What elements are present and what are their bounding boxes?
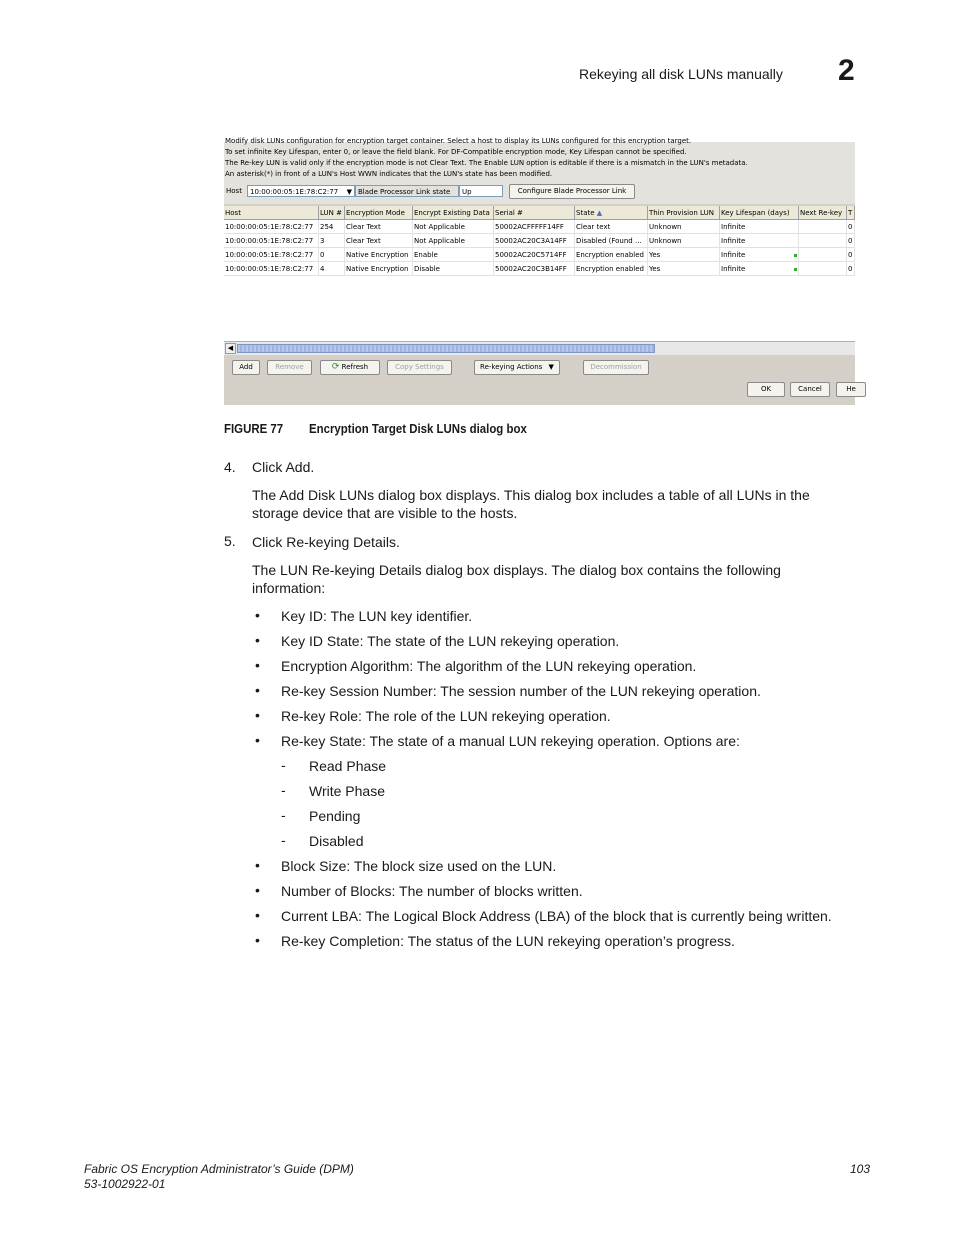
- table-row[interactable]: [224, 262, 855, 276]
- bullet-icon: •: [255, 932, 260, 948]
- bullet-icon: •: [255, 632, 260, 648]
- scroll-left-icon[interactable]: ◀: [225, 343, 236, 354]
- cell-serial: 50002AC20C3A14FF: [494, 234, 575, 248]
- dialog-screenshot: [224, 137, 856, 405]
- add-button[interactable]: Add: [232, 360, 260, 375]
- column-header[interactable]: Encryption Mode: [345, 206, 413, 220]
- cell-encrypt-existing: Enable: [413, 248, 494, 262]
- host-select-value: 10:00:00:05:1E:78:C2:77: [250, 188, 339, 196]
- cell-next-rekey: [799, 220, 847, 234]
- list-desc: : The session number of the LUN rekeying operation.: [432, 683, 761, 699]
- bp-link-label-text: Blade Processor Link state: [358, 188, 451, 196]
- help-button[interactable]: He: [836, 382, 866, 397]
- list-desc: : The status of the LUN rekeying operation’s progress.: [400, 933, 735, 949]
- step-text: [252, 533, 400, 551]
- option-item: Write Phase: [309, 783, 385, 799]
- refresh-icon: ⟳: [331, 362, 340, 372]
- ok-button[interactable]: OK: [747, 382, 785, 397]
- table-row[interactable]: [224, 220, 855, 234]
- running-header-title: Rekeying all disk LUNs manually: [579, 66, 783, 82]
- sort-ascending-icon: ▲: [596, 209, 603, 217]
- cell-state: Disabled (Found ...: [575, 234, 648, 248]
- cell-host: 10:00:00:05:1E:78:C2:77: [224, 262, 319, 276]
- list-desc: : The LUN key identifier.: [323, 608, 473, 624]
- cell-encrypt-existing: Not Applicable: [413, 220, 494, 234]
- ui-term: LUN Re-keying Details: [280, 562, 422, 578]
- column-header[interactable]: Host: [224, 206, 319, 220]
- list-desc: : The algorithm of the LUN rekeying operation.: [409, 658, 697, 674]
- cell-key-lifespan: Infinite: [720, 220, 799, 234]
- chapter-number: 2: [838, 54, 855, 87]
- column-header[interactable]: Encrypt Existing Data: [413, 206, 494, 220]
- bullet-icon: •: [255, 682, 260, 698]
- ui-term: Re-keying Details: [286, 534, 396, 550]
- blade-processor-link-state: [459, 185, 503, 197]
- cell-encryption-mode: Native Encryption: [345, 262, 413, 276]
- list-item: [281, 632, 619, 650]
- luns-table: [224, 206, 855, 341]
- cell-key-lifespan: Infinite: [720, 262, 799, 276]
- ui-term: Add: [285, 459, 311, 475]
- list-item: [281, 857, 556, 875]
- cell-state: Clear text: [575, 220, 648, 234]
- dash-icon: -: [281, 807, 286, 823]
- cell-lun: 4: [319, 262, 345, 276]
- rekeying-actions-button[interactable]: [474, 360, 560, 375]
- figure-title: Encryption Target Disk LUNs dialog box: [309, 421, 527, 436]
- page-number: 103: [850, 1162, 871, 1176]
- host-select[interactable]: [247, 185, 355, 197]
- dialog-button-bar: [224, 355, 855, 405]
- step-post: .: [310, 459, 315, 475]
- cell-encryption-mode: Native Encryption: [345, 248, 413, 262]
- list-desc: : The number of blocks written.: [391, 883, 583, 899]
- refresh-button[interactable]: [320, 360, 380, 375]
- cell-thin-provision: Unknown: [648, 220, 720, 234]
- cell-t: 0: [847, 234, 855, 248]
- figure-label: FIGURE 77: [224, 421, 284, 436]
- cell-encryption-mode: Clear Text: [345, 234, 413, 248]
- step-post: .: [395, 534, 400, 550]
- column-header[interactable]: Key Lifespan (days): [720, 206, 799, 220]
- bullet-icon: •: [255, 857, 260, 873]
- ui-term: Add Disk LUNs: [279, 487, 375, 503]
- cell-serial: 50002AC20C5714FF: [494, 248, 575, 262]
- rekeying-actions-label: Re-keying Actions: [480, 363, 543, 371]
- list-term: Block Size: [281, 858, 347, 874]
- cell-encrypt-existing: Not Applicable: [413, 234, 494, 248]
- cell-key-lifespan: Infinite: [720, 248, 799, 262]
- step-pre: Click: [252, 459, 286, 475]
- instruction-line: To set infinite Key Lifespan, enter 0, or leave the field blank. For DF-Compatible encryption mode, Key Lifespan cannot be specified.: [225, 148, 687, 156]
- list-term: Re-key Role: [281, 708, 359, 724]
- list-term: Re-key Completion: [281, 933, 401, 949]
- column-header-state[interactable]: [575, 206, 648, 220]
- para-pre: The: [252, 487, 280, 503]
- paragraph-line: information:: [252, 580, 326, 596]
- cell-next-rekey: [799, 248, 847, 262]
- configure-blade-processor-link-button[interactable]: Configure Blade Processor Link: [509, 184, 635, 199]
- cell-lun: 254: [319, 220, 345, 234]
- dash-icon: -: [281, 782, 286, 798]
- cell-t: 0: [847, 262, 855, 276]
- list-term: Number of Blocks: [281, 883, 392, 899]
- list-desc: : The state of the LUN rekeying operation.: [359, 633, 620, 649]
- cell-lun: 0: [319, 248, 345, 262]
- column-header-label: State: [576, 209, 595, 217]
- remove-button[interactable]: Remove: [267, 360, 312, 375]
- decommission-button[interactable]: Decommission: [583, 360, 649, 375]
- cell-state: Encryption enabled: [575, 262, 648, 276]
- cell-host: 10:00:00:05:1E:78:C2:77: [224, 220, 319, 234]
- instruction-line: An asterisk(*) in front of a LUN's Host WWN indicates that the LUN's state has been modified.: [225, 170, 553, 178]
- instruction-line: Modify disk LUNs configuration for encryption target container. Select a host to display its LUNs configured for this encryption target.: [225, 137, 692, 145]
- blade-processor-link-label: [355, 185, 459, 197]
- table-row[interactable]: [224, 248, 855, 262]
- cell-serial: 50002ACFFFFF14FF: [494, 220, 575, 234]
- list-item: [281, 882, 583, 900]
- cancel-button[interactable]: Cancel: [790, 382, 830, 397]
- dropdown-arrow-icon: ▼: [346, 188, 352, 196]
- edit-marker-icon: [794, 268, 797, 271]
- cell-thin-provision: Yes: [648, 262, 720, 276]
- host-row: [224, 184, 855, 200]
- edit-marker-icon: [794, 254, 797, 257]
- paragraph: [252, 561, 781, 579]
- paragraph-line: storage device that are visible to the hosts.: [252, 505, 518, 521]
- list-term: Re-key State: [281, 733, 362, 749]
- step-number: 4.: [224, 459, 236, 475]
- bullet-icon: •: [255, 607, 260, 623]
- list-item: [281, 907, 832, 925]
- cell-lun: 3: [319, 234, 345, 248]
- cell-next-rekey: [799, 234, 847, 248]
- para-text: dialog box displays. This dialog box includes a table of all LUNs in the: [374, 487, 810, 503]
- refresh-button-label: Refresh: [341, 363, 369, 371]
- cell-thin-provision: Yes: [648, 248, 720, 262]
- cell-next-rekey: [799, 262, 847, 276]
- list-item: [281, 932, 735, 950]
- bullet-icon: •: [255, 732, 260, 748]
- column-header[interactable]: LUN #: [319, 206, 345, 220]
- list-item: [281, 682, 761, 700]
- bp-link-state-value: Up: [462, 188, 472, 196]
- cell-encryption-mode: Clear Text: [345, 220, 413, 234]
- cell-host: 10:00:00:05:1E:78:C2:77: [224, 234, 319, 248]
- horizontal-scrollbar[interactable]: [224, 341, 855, 355]
- cell-t: 0: [847, 220, 855, 234]
- option-item: Disabled: [309, 833, 364, 849]
- cell-serial: 50002AC20C3B14FF: [494, 262, 575, 276]
- bullet-icon: •: [255, 907, 260, 923]
- dropdown-arrow-icon: ▼: [548, 363, 554, 371]
- para-text: dialog box displays. The dialog box contains the following: [421, 562, 781, 578]
- list-desc: : The Logical Block Address (LBA) of the block that is currently being written.: [358, 908, 832, 924]
- list-term: Key ID State: [281, 633, 360, 649]
- list-item: [281, 657, 696, 675]
- host-label: Host: [226, 187, 242, 195]
- step-text: [252, 458, 314, 476]
- step-number: 5.: [224, 533, 236, 549]
- cell-state: Encryption enabled: [575, 248, 648, 262]
- bullet-icon: •: [255, 707, 260, 723]
- instruction-line: The Re-key LUN is valid only if the encryption mode is not Clear Text. The Enable LUN option is editable if there is a mismatch in the LUN's metadata.: [225, 159, 748, 167]
- list-term: Current LBA: [281, 908, 359, 924]
- cell-t: 0: [847, 248, 855, 262]
- list-item: [281, 707, 611, 725]
- para-pre: The: [252, 562, 281, 578]
- bullet-icon: •: [255, 657, 260, 673]
- cell-encrypt-existing: Disable: [413, 262, 494, 276]
- paragraph: [252, 486, 810, 504]
- table-row[interactable]: [224, 234, 855, 248]
- list-term: Encryption Algorithm: [281, 658, 410, 674]
- column-header[interactable]: Serial #: [494, 206, 575, 220]
- dash-icon: -: [281, 832, 286, 848]
- list-term: Key ID: [281, 608, 324, 624]
- cell-host: 10:00:00:05:1E:78:C2:77: [224, 248, 319, 262]
- footer-doc-number: 53-1002922-01: [84, 1177, 166, 1191]
- dash-icon: -: [281, 757, 286, 773]
- footer-guide-title: Fabric OS Encryption Administrator’s Guide (DPM): [84, 1162, 354, 1176]
- scrollbar-thumb[interactable]: [237, 344, 655, 353]
- list-desc: : The state of a manual LUN rekeying operation. Options are:: [361, 733, 740, 749]
- option-item: Read Phase: [309, 758, 387, 774]
- list-term: Re-key Session Number: [281, 683, 433, 699]
- list-desc: : The block size used on the LUN.: [346, 858, 557, 874]
- option-item: Pending: [309, 808, 361, 824]
- bullet-icon: •: [255, 882, 260, 898]
- column-header[interactable]: T: [847, 206, 855, 220]
- cell-thin-provision: Unknown: [648, 234, 720, 248]
- column-header[interactable]: Next Re-key: [799, 206, 847, 220]
- column-header[interactable]: Thin Provision LUN: [648, 206, 720, 220]
- step-pre: Click: [252, 534, 287, 550]
- list-item: [281, 607, 472, 625]
- list-item: [281, 732, 740, 750]
- copy-settings-button[interactable]: Copy Settings: [387, 360, 452, 375]
- list-desc: : The role of the LUN rekeying operation.: [358, 708, 611, 724]
- dialog-instructions: [224, 137, 855, 204]
- cell-key-lifespan: Infinite: [720, 234, 799, 248]
